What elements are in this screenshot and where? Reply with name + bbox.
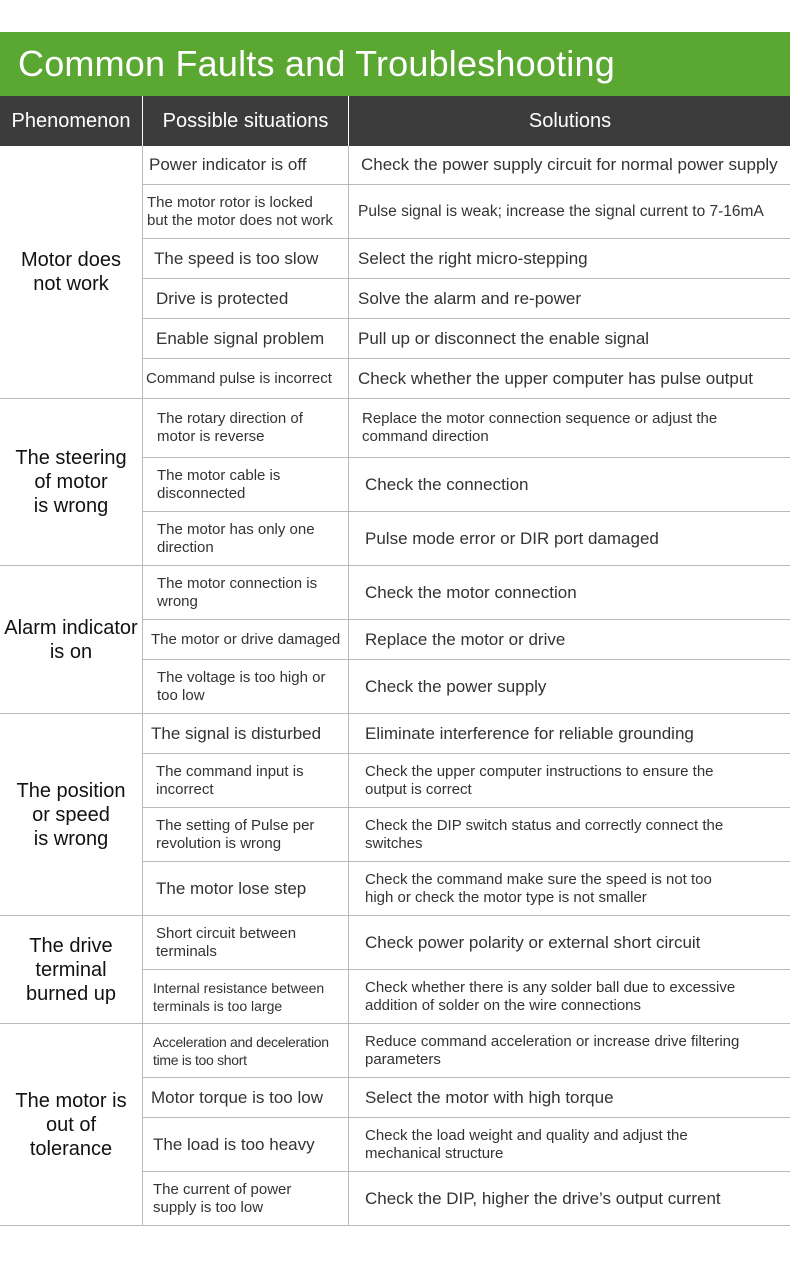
situation-cell: The setting of Pulse per revolution is wrong <box>142 808 348 862</box>
situation-cell: The motor or drive damaged <box>142 620 348 660</box>
solution-cell: Check the power supply <box>348 660 790 714</box>
situation-cell: The motor has only one direction <box>142 512 348 566</box>
phenomenon-cell: The steering of motor is wrong <box>0 399 142 566</box>
solution-cell: Check whether the upper computer has pulse output <box>348 359 790 399</box>
solution-cell: Replace the motor or drive <box>348 620 790 660</box>
solution-cell: Check the motor connection <box>348 566 790 620</box>
solution-cell: Replace the motor connection sequence or adjust the command direction <box>348 399 790 458</box>
phenomenon-cell: The drive terminal burned up <box>0 916 142 1024</box>
solution-cell: Select the right micro-stepping <box>348 239 790 279</box>
solution-cell: Select the motor with high torque <box>348 1078 790 1118</box>
situation-cell: Drive is protected <box>142 279 348 319</box>
header-situations: Possible situations <box>142 96 348 146</box>
phenomenon-cell: The motor is out of tolerance <box>0 1024 142 1226</box>
situation-cell: The command input is incorrect <box>142 754 348 808</box>
situation-cell: The speed is too slow <box>142 239 348 279</box>
situation-cell: The voltage is too high or too low <box>142 660 348 714</box>
situation-cell: The load is too heavy <box>142 1118 348 1172</box>
situation-cell: The current of power supply is too low <box>142 1172 348 1226</box>
situation-cell: Internal resistance between terminals is too large <box>142 970 348 1024</box>
header-phenomenon: Phenomenon <box>0 96 142 146</box>
situation-cell: The motor rotor is locked but the motor does not work <box>142 185 348 239</box>
solution-cell: Check power polarity or external short circuit <box>348 916 790 970</box>
solution-cell: Check the upper computer instructions to ensure the output is correct <box>348 754 790 808</box>
situation-cell: Power indicator is off <box>142 146 348 185</box>
solution-cell: Pulse mode error or DIR port damaged <box>348 512 790 566</box>
phenomenon-cell: Motor does not work <box>0 146 142 399</box>
situation-cell: Acceleration and deceleration time is too short <box>142 1024 348 1078</box>
situation-cell: Motor torque is too low <box>142 1078 348 1118</box>
solution-cell: Check the DIP switch status and correctly connect the switches <box>348 808 790 862</box>
situation-cell: Enable signal problem <box>142 319 348 359</box>
situation-cell: The motor cable is disconnected <box>142 458 348 512</box>
solution-cell: Solve the alarm and re-power <box>348 279 790 319</box>
phenomenon-cell: Alarm indicator is on <box>0 566 142 714</box>
situation-cell: The motor connection is wrong <box>142 566 348 620</box>
solution-cell: Check whether there is any solder ball due to excessive addition of solder on the wire connections <box>348 970 790 1024</box>
phenomenon-cell: The position or speed is wrong <box>0 714 142 916</box>
solution-cell: Eliminate interference for reliable grounding <box>348 714 790 754</box>
situation-cell: The motor lose step <box>142 862 348 916</box>
solution-cell: Check the DIP, higher the drive’s output current <box>348 1172 790 1226</box>
solution-cell: Check the power supply circuit for normal power supply <box>348 146 790 185</box>
solution-cell: Pulse signal is weak; increase the signal current to 7-16mA <box>348 185 790 239</box>
solution-cell: Check the connection <box>348 458 790 512</box>
solution-cell: Check the command make sure the speed is not too high or check the motor type is not smaller <box>348 862 790 916</box>
header-solutions: Solutions <box>348 96 790 146</box>
situation-cell: Short circuit between terminals <box>142 916 348 970</box>
solution-cell: Check the load weight and quality and adjust the mechanical structure <box>348 1118 790 1172</box>
situation-cell: Command pulse is incorrect <box>142 359 348 399</box>
solution-cell: Pull up or disconnect the enable signal <box>348 319 790 359</box>
situation-cell: The rotary direction of motor is reverse <box>142 399 348 458</box>
situation-cell: The signal is disturbed <box>142 714 348 754</box>
solution-cell: Reduce command acceleration or increase drive filtering parameters <box>348 1024 790 1078</box>
page-title: Common Faults and Troubleshooting <box>18 43 615 84</box>
title-banner <box>0 32 790 96</box>
